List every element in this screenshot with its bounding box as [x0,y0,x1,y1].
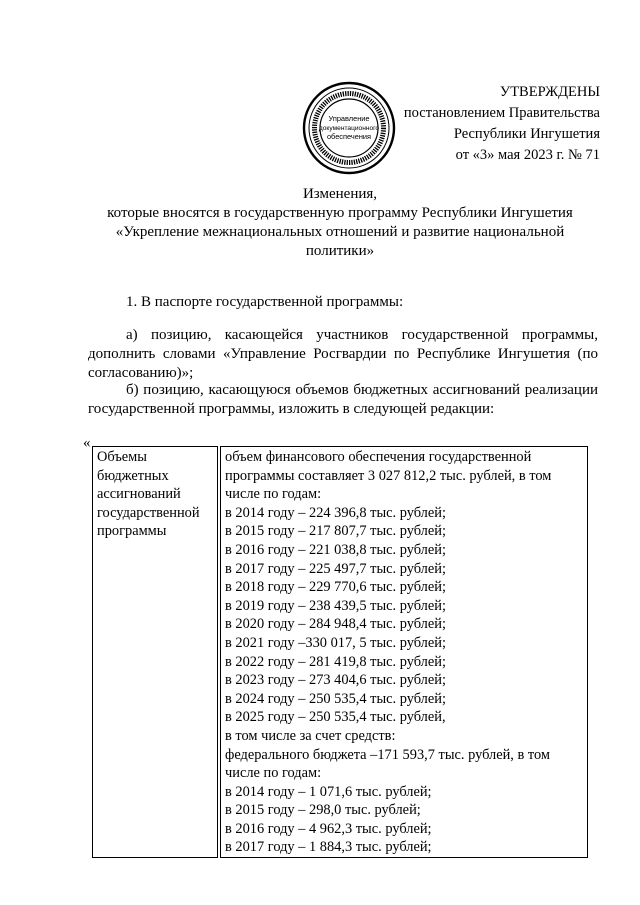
heading-line-1: Изменения, [302,186,378,202]
value-line: в 2020 году – 284 948,4 тыс. рублей; [225,616,446,633]
heading-line-2: которые вносятся в государственную программу Республики Ингушетия [107,205,573,221]
value-line: в 2015 году – 298,0 тыс. рублей; [225,802,421,819]
value-line: в 2017 году – 1 884,3 тыс. рублей; [225,839,432,856]
value-line: программы составляет 3 027 812,2 тыс. рублей, в том [225,467,552,484]
value-line: в 2014 году – 224 396,8 тыс. рублей; [225,504,446,521]
value-line: в 2017 году – 225 497,7 тыс. рублей; [225,560,446,577]
label-lines [93,447,217,541]
official-stamp [301,80,397,176]
value-line: в том числе за счет средств: [225,727,396,744]
value-line: числе по годам: [225,486,322,503]
table-row [93,447,588,858]
approval-line-3: Республики Ингушетия [453,126,600,142]
label-line: государственной [97,504,200,521]
value-line: в 2023 году – 273 404,6 тыс. рублей; [225,672,446,689]
value-lines [221,447,587,857]
value-line: в 2019 году – 238 439,5 тыс. рублей; [225,597,446,614]
label-line: ассигнований [97,486,181,503]
heading-line-4: политики» [305,243,375,259]
table-cell-label [93,447,220,858]
label-line: программы [97,523,167,540]
label-line: Объемы [97,449,147,465]
value-line: федерального бюджета –171 593,7 тыс. рублей, в том [225,746,551,763]
value-line: в 2016 году – 221 038,8 тыс. рублей; [225,541,446,558]
stamp-text-1: Управление [328,114,370,123]
value-line: объем финансового обеспечения государственной [225,449,532,465]
budget-table [92,446,588,858]
value-line: в 2021 году –330 017, 5 тыс. рублей; [225,634,446,651]
approval-line-2: постановлением Правительства [403,105,600,121]
stamp-text-2: документационного [318,125,380,132]
heading-line-3: «Укрепление межнациональных отношений и развитие национальной [115,224,565,240]
value-line: в 2022 году – 281 419,8 тыс. рублей; [225,653,446,670]
stamp-text-3: обеспечения [326,132,372,141]
approval-block [404,82,600,166]
paragraph-b [88,381,598,419]
open-quote-mark: « [83,435,91,451]
value-line: числе по годам: [225,765,322,782]
paragraph-a-text: а) позицию, касающейся участников государственной программы, дополнить словами «Управление Росгвардии по Республике Ингушетия (по согласованию)»; [88,327,598,381]
approval-date: от «3» мая 2023 г. № 71 [455,147,600,163]
label-line: бюджетных [97,467,169,484]
value-line: в 2025 году – 250 535,4 тыс. рублей, [225,709,446,726]
value-line: в 2014 году – 1 071,6 тыс. рублей; [225,783,432,800]
value-line: в 2015 году – 217 807,7 тыс. рублей; [225,523,446,540]
table-cell-value [219,447,588,858]
document-heading [80,185,600,261]
paragraph-b-text: б) позицию, касающуюся объемов бюджетных ассигнований реализации государственной программы, изложить в следующей редакции: [88,382,598,417]
value-line: в 2024 году – 250 535,4 тыс. рублей; [225,690,446,707]
value-line: в 2016 году – 4 962,3 тыс. рублей; [225,820,432,837]
section-item-1: 1. В паспорте государственной программы: [126,294,404,310]
paragraph-a [88,326,598,383]
value-line: в 2018 году – 229 770,6 тыс. рублей; [225,579,446,596]
approval-title: УТВЕРЖДЕНЫ [499,84,600,100]
